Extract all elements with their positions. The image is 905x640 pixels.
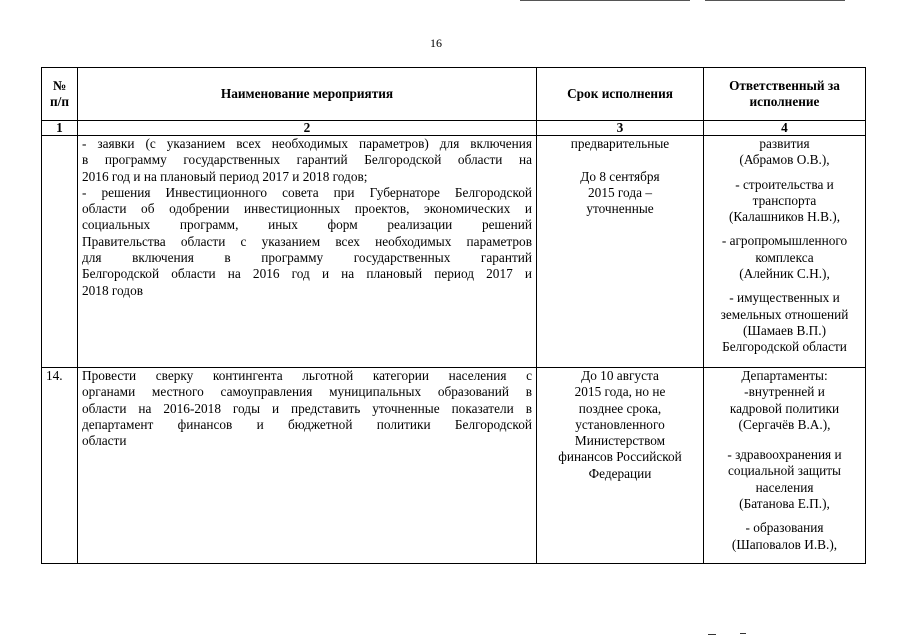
column-number-row — [42, 121, 866, 136]
top-edge-line-left — [520, 0, 690, 1]
top-edge-line-right — [705, 0, 845, 1]
responsible-text: Департаменты: -внутренней и кадровой политики (Сергачёв В.А.), - здравоохранения и социальной защиты населения (Батанова Е.П.), - образования (Шаповалов И.В.), — [704, 368, 866, 564]
table-row — [42, 136, 866, 368]
deadline-text: предварительные До 8 сентября 2015 года – уточненные — [537, 136, 704, 368]
table-header-row — [42, 68, 866, 121]
header-no: № п/п — [42, 68, 78, 121]
header-responsible: Ответственный за исполнение — [704, 68, 866, 121]
column-number: 2 — [78, 121, 537, 136]
responsible-text: развития (Абрамов О.В.), - строительства и транспорта (Калашников Н.В.), - агропромышленного комплекса (Алейник С.Н.), - имущественных и земельных отношений (Шамаев В.П.) Белгородской области — [704, 136, 866, 368]
column-number: 4 — [704, 121, 866, 136]
row-number: 14. — [42, 368, 78, 564]
scan-mark — [708, 634, 716, 635]
header-deadline: Срок исполнения — [537, 68, 704, 121]
scan-mark — [740, 633, 746, 634]
measure-text: Провести сверку контингента льготной категории населения с органами местного самоуправления муниципальных образований в области на 2016-2018 годы и представить уточненные показатели в департамент финансов и бюджетной политики Белгородской области — [78, 368, 537, 564]
header-name: Наименование мероприятия — [78, 68, 537, 121]
column-number: 1 — [42, 121, 78, 136]
column-number: 3 — [537, 121, 704, 136]
page-number: 16 — [430, 36, 442, 50]
measure-text: - заявки (с указанием всех необходимых параметров) для включения в программу государственных гарантий Белгородской области на 2016 год и на плановый период 2017 и 2018 годов; - решения Инвестиционного совета при Губернаторе Белгородской области об одобрении инвестиционных проектов, экономических и социальных программ, иных форм реализации решений Правительства области с указанием всех необходимых параметров для включения в программу государственных гарантий Белгородской области на 2016 год и на плановый период 2017 и 2018 годов — [78, 136, 537, 368]
row-number — [42, 136, 78, 368]
table-row — [42, 368, 866, 564]
deadline-text: До 10 августа 2015 года, но не позднее срока, установленного Министерством финансов Российской Федерации — [537, 368, 704, 564]
measures-table — [41, 67, 866, 564]
